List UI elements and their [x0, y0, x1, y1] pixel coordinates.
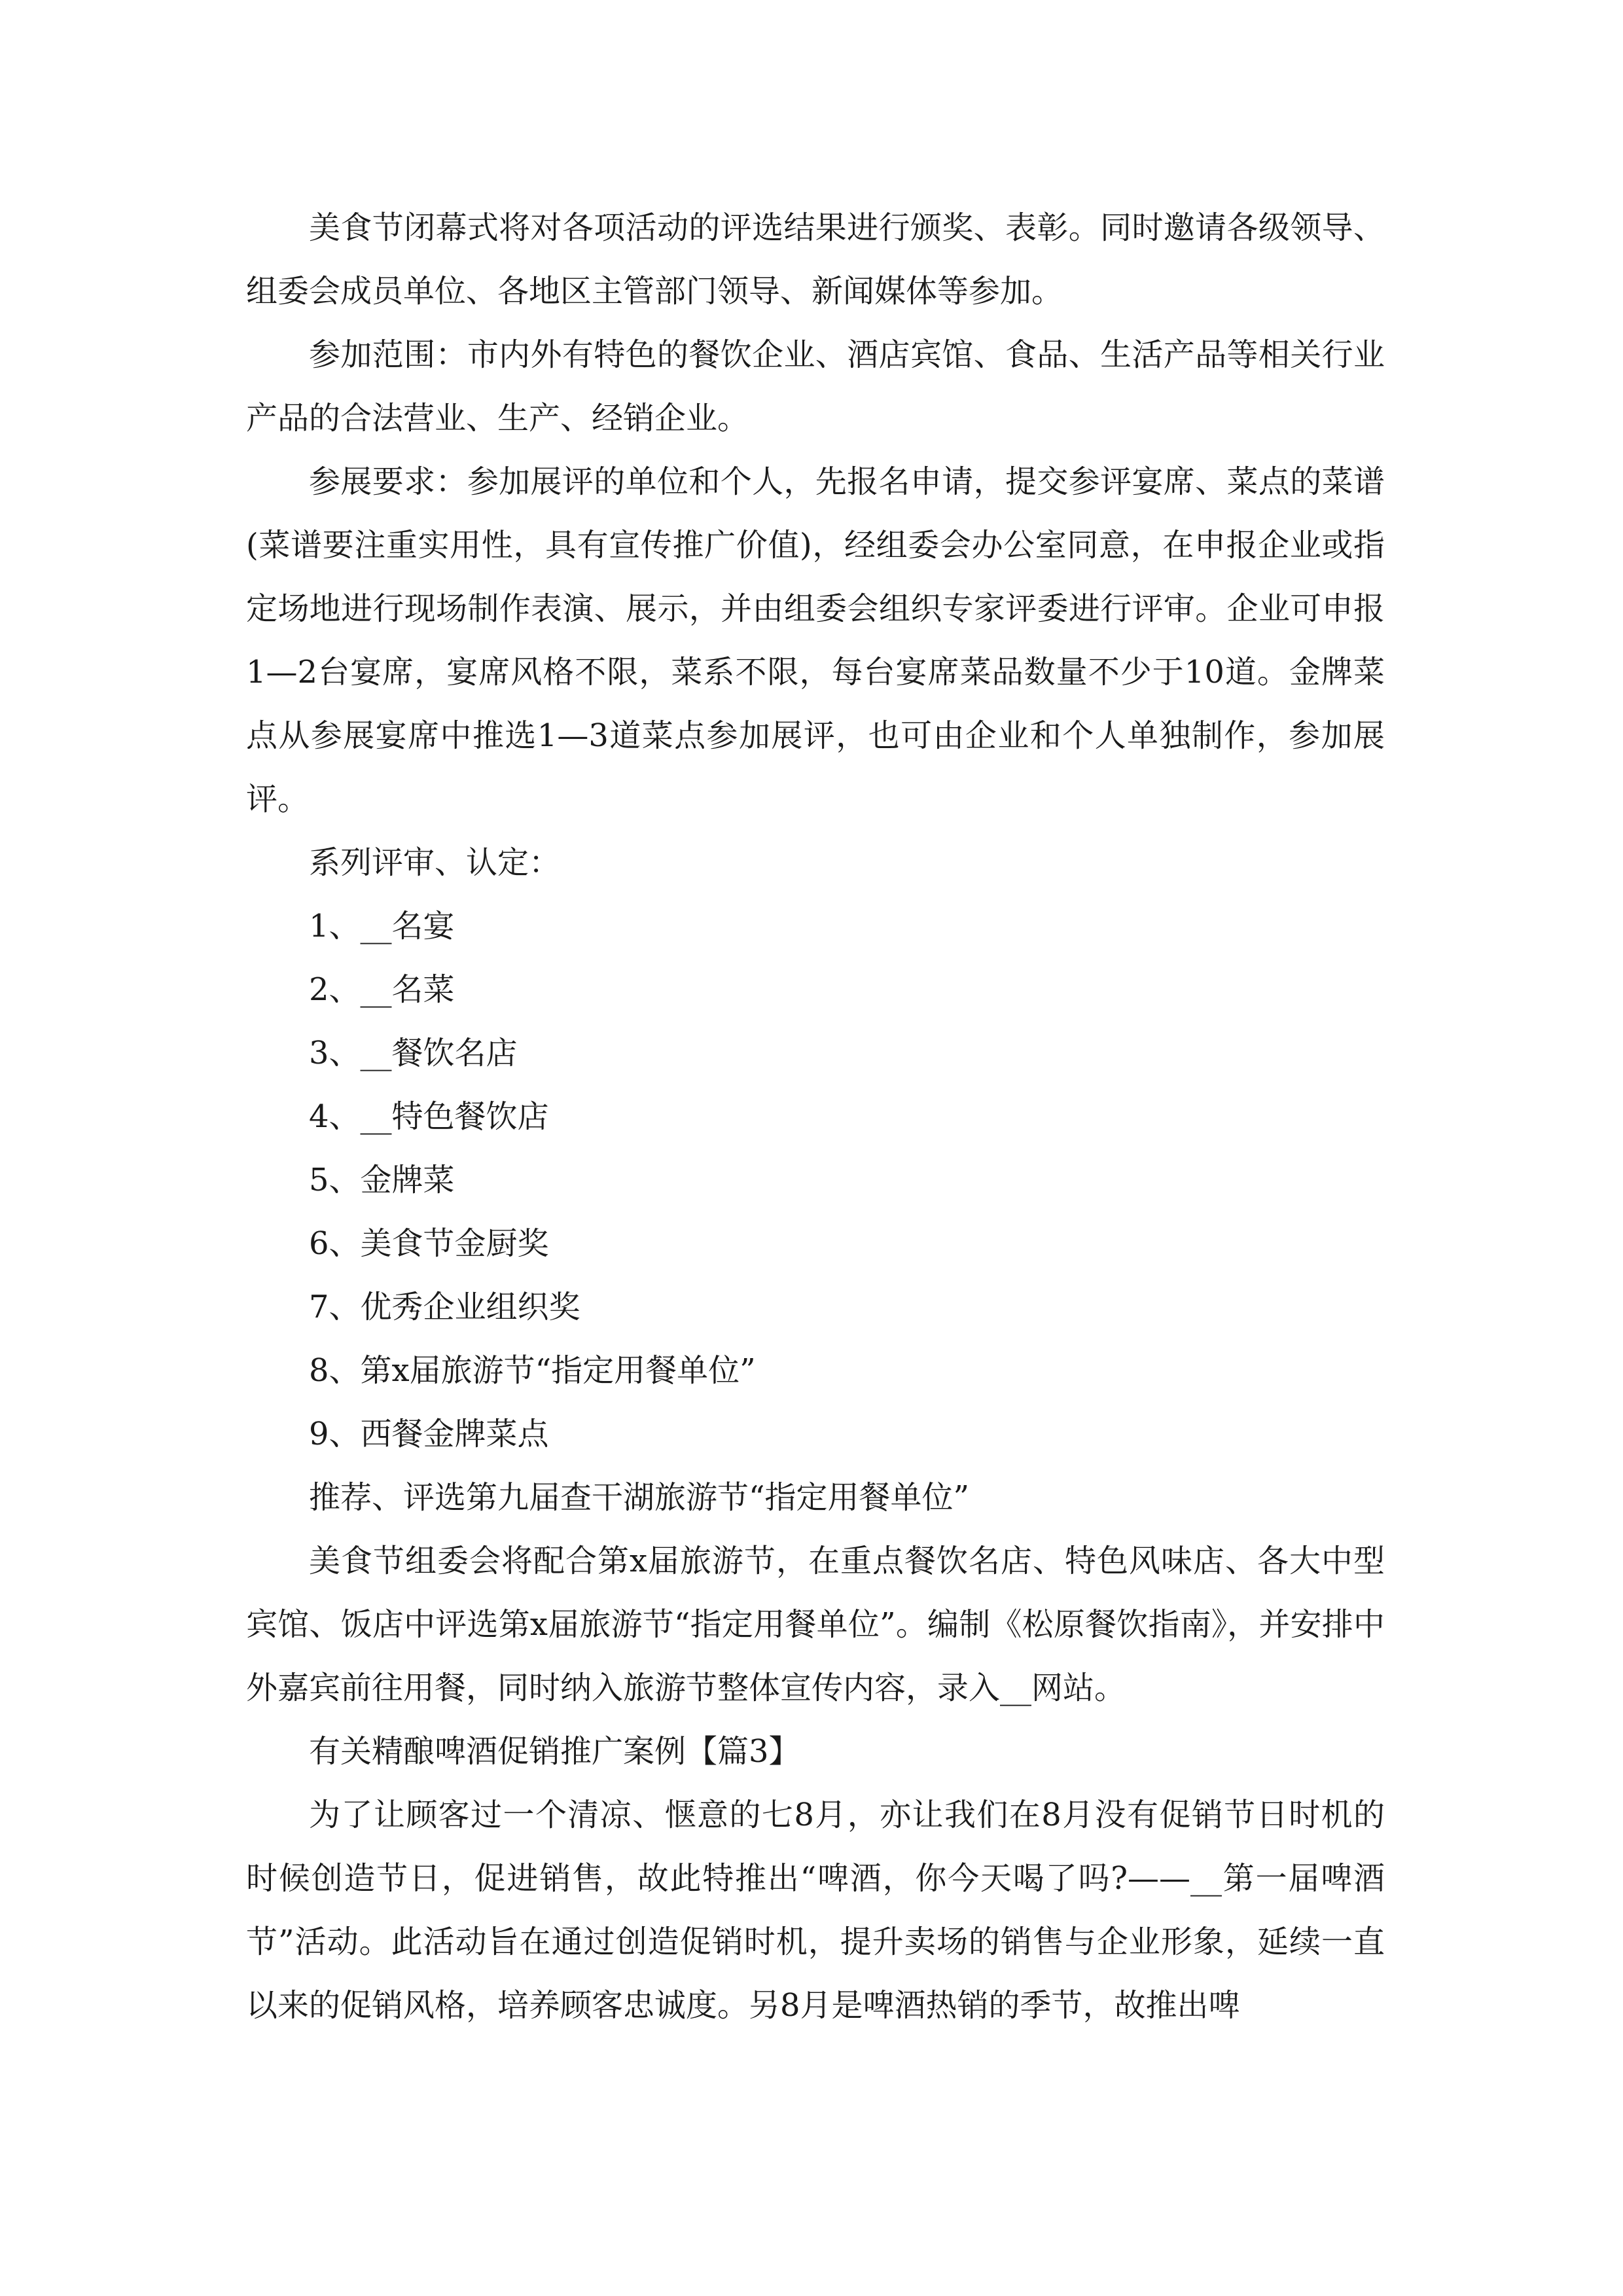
- paragraph-requirements: 参展要求：参加展评的单位和个人，先报名申请，提交参评宴席、菜点的菜谱(菜谱要注重实用性，具有宣传推广价值)，经组委会办公室同意，在申报企业或指定场地进行现场制作表演、展示，并由组委会组织专家评委进行评审。企业可申报1—2台宴席，宴席风格不限，菜系不限，每台宴席菜品数量不少于10道。金牌菜点从参展宴席中推选1—3道菜点参加展评，也可由企业和个人单独制作，参加展评。: [246, 463, 1385, 817]
- list-item: 8、第x届旅游节“指定用餐单位”: [309, 1352, 756, 1389]
- paragraph-review-heading: 系列评审、认定：: [309, 844, 561, 881]
- list-item: 2、__名菜: [309, 971, 455, 1008]
- paragraph-recommendation-heading: 推荐、评选第九届查干湖旅游节“指定用餐单位”: [309, 1479, 970, 1516]
- section-heading-case-3: 有关精酿啤酒促销推广案例【篇3】: [309, 1733, 800, 1770]
- list-item: 5、金牌菜: [309, 1162, 455, 1198]
- list-item: 6、美食节金厨奖: [309, 1225, 549, 1262]
- paragraph-recommendation: 美食节组委会将配合第x届旅游节，在重点餐饮名店、特色风味店、各大中型宾馆、饭店中评选第x届旅游节“指定用餐单位”。编制《松原餐饮指南》，并安排中外嘉宾前往用餐，同时纳入旅游节整体宣传内容，录入__网站。: [246, 1543, 1385, 1706]
- document-body: [246, 196, 1385, 2037]
- list-item: 3、__餐饮名店: [309, 1035, 518, 1071]
- list-item: 4、__特色餐饮店: [309, 1098, 549, 1135]
- list-item: 1、__名宴: [309, 908, 455, 944]
- paragraph-scope: 参加范围：市内外有特色的餐饮企业、酒店宾馆、食品、生活产品等相关行业产品的合法营业、生产、经销企业。: [246, 336, 1385, 437]
- list-item: 9、西餐金牌菜点: [309, 1416, 549, 1452]
- paragraph-beer-festival: 为了让顾客过一个清凉、惬意的七8月，亦让我们在8月没有促销节日时机的时候创造节日，促进销售，故此特推出“啤酒，你今天喝了吗?——__第一届啤酒节”活动。此活动旨在通过创造促销时机，提升卖场的销售与企业形象，延续一直以来的促销风格，培养顾客忠诚度。另8月是啤酒热销的季节，故推出啤: [246, 1797, 1385, 2024]
- list-item: 7、优秀企业组织奖: [309, 1289, 580, 1325]
- paragraph-closing-ceremony: 美食节闭幕式将对各项活动的评选结果进行颁奖、表彰。同时邀请各级领导、组委会成员单位、各地区主管部门领导、新闻媒体等参加。: [246, 209, 1385, 310]
